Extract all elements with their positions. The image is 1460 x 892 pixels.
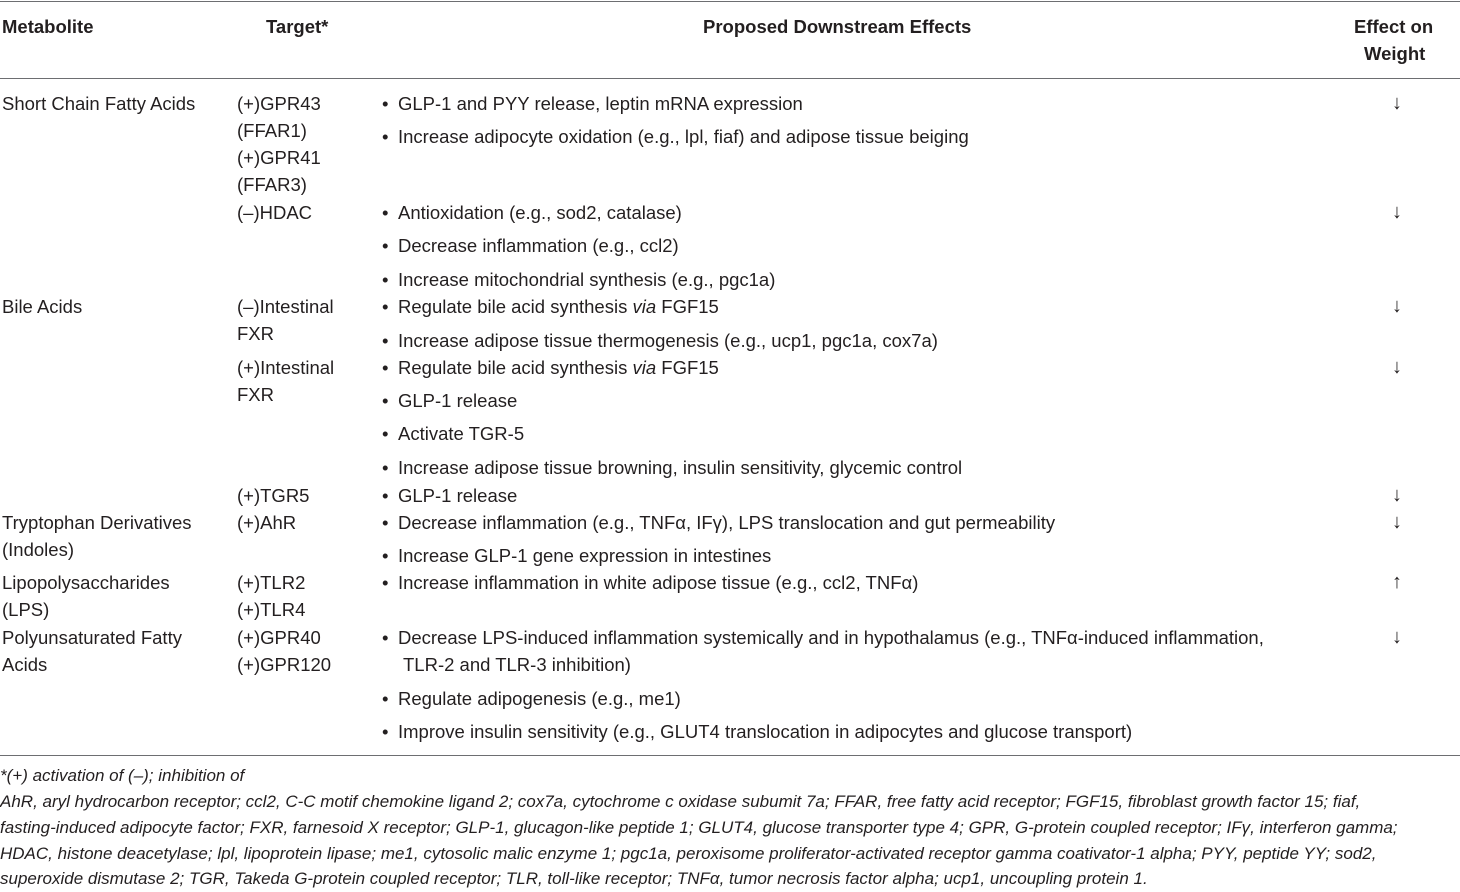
effect-text: Decrease LPS-induced inflammation systemically and in hypothalamus (e.g., TNFα-induced inflammation, xyxy=(398,627,1264,648)
effect-text: Increase adipose tissue thermogenesis (e.g., ucp1, pgc1a, cox7a) xyxy=(398,330,938,351)
effect-text: GLP-1 and PYY release, leptin mRNA expression xyxy=(398,93,803,114)
target-cell: (FFAR1) xyxy=(237,120,307,141)
target-cell: (+)AhR xyxy=(237,512,297,533)
target-cell: (+)TLR2 xyxy=(237,572,306,593)
weight-effect-arrow: ↑ xyxy=(1392,571,1402,593)
effect-text: Increase mitochondrial synthesis (e.g., pgc1a) xyxy=(398,269,776,290)
metabolite-cell: Bile Acids xyxy=(2,296,83,317)
weight-effect-arrow: ↓ xyxy=(1392,356,1402,378)
target-cell: (+)GPR41 xyxy=(237,147,321,168)
footnote-abbreviations: fasting-induced adipocyte factor; FXR, farnesoid X receptor; GLP-1, glucagon-like peptide 1; GLUT4, glucose transporter type 4; GPR, G-protein coupled receptor; IFγ, interferon gamma; xyxy=(0,818,1398,837)
target-cell: (FFAR3) xyxy=(237,174,307,195)
header-target: Target* xyxy=(266,16,329,37)
fgf15-text: FGF15 xyxy=(656,357,719,378)
target-cell: (+)Intestinal xyxy=(237,357,335,378)
weight-effect-arrow: ↓ xyxy=(1392,201,1402,223)
effect-text-continued: TLR-2 and TLR-3 inhibition) xyxy=(403,654,631,675)
effect-text: GLP-1 release xyxy=(398,390,518,411)
weight-effect-arrow: ↓ xyxy=(1392,295,1402,317)
target-cell: (+)TGR5 xyxy=(237,485,310,506)
effect-text: Increase GLP-1 gene expression in intestines xyxy=(398,545,772,566)
header-bottom-rule xyxy=(0,78,1460,79)
table-bottom-rule xyxy=(0,755,1460,756)
effect-text: Activate TGR-5 xyxy=(398,423,525,444)
effect-text: Regulate bile acid synthesis xyxy=(398,296,628,317)
weight-effect-arrow: ↓ xyxy=(1392,511,1402,533)
metabolite-cell: (LPS) xyxy=(2,599,50,620)
header-weight-line2: Weight xyxy=(1364,43,1426,64)
metabolite-cell: Lipopolysaccharides xyxy=(2,572,170,593)
effect-text: Increase adipose tissue browning, insulin sensitivity, glycemic control xyxy=(398,457,963,478)
weight-effect-arrow: ↓ xyxy=(1392,626,1402,648)
header-effects: Proposed Downstream Effects xyxy=(703,16,972,37)
metabolite-cell: Tryptophan Derivatives xyxy=(2,512,192,533)
target-cell: FXR xyxy=(237,384,274,405)
target-cell: FXR xyxy=(237,323,274,344)
target-cell: (–)HDAC xyxy=(237,202,313,223)
table-top-rule xyxy=(0,1,1460,2)
footnote-abbreviations: superoxide dismutase 2; TGR, Takeda G-protein coupled receptor; TLR, toll-like receptor; TNFα, tumor necrosis factor alpha; ucp1, uncoupling protein 1. xyxy=(0,869,1148,888)
effect-text: Regulate bile acid synthesis xyxy=(398,357,628,378)
target-cell: (+)GPR120 xyxy=(237,654,332,675)
metabolite-cell: Short Chain Fatty Acids xyxy=(2,93,196,114)
metabolite-cell: Acids xyxy=(2,654,48,675)
footnote-abbreviations: HDAC, histone deacetylase; lpl, lipoprotein lipase; me1, cytosolic malic enzyme 1; pgc1a, peroxisome proliferator-activated receptor gamma coativator-1 alpha; PYY, peptide YY; sod2, xyxy=(0,844,1377,863)
fgf15-text: FGF15 xyxy=(656,296,719,317)
header-weight-line1: Effect on xyxy=(1354,16,1434,37)
metabolite-cell: Polyunsaturated Fatty xyxy=(2,627,182,648)
effect-text: GLP-1 release xyxy=(398,485,518,506)
effect-text: Increase inflammation in white adipose tissue (e.g., ccl2, TNFα) xyxy=(398,572,919,593)
via-text: via xyxy=(632,357,657,378)
metabolite-cell: (Indoles) xyxy=(2,539,74,560)
weight-effect-arrow: ↓ xyxy=(1392,484,1402,506)
effect-text: Regulate adipogenesis (e.g., me1) xyxy=(398,688,681,709)
footnote-legend: *(+) activation of (–); inhibition of xyxy=(0,766,245,785)
effect-text: Improve insulin sensitivity (e.g., GLUT4 translocation in adipocytes and glucose transport) xyxy=(398,721,1133,742)
target-cell: (+)TLR4 xyxy=(237,599,306,620)
effect-text: Antioxidation (e.g., sod2, catalase) xyxy=(398,202,682,223)
via-text: via xyxy=(632,296,657,317)
target-cell: (–)Intestinal xyxy=(237,296,334,317)
effect-text: Increase adipocyte oxidation (e.g., lpl, fiaf) and adipose tissue beiging xyxy=(398,126,969,147)
target-cell: (+)GPR40 xyxy=(237,627,321,648)
effect-text: Decrease inflammation (e.g., ccl2) xyxy=(398,235,679,256)
footnote-abbreviations: AhR, aryl hydrocarbon receptor; ccl2, C-C motif chemokine ligand 2; cox7a, cytochrome c oxidase subumit 7a; FFAR, free fatty acid receptor; FGF15, fibroblast growth factor 15; fiaf, xyxy=(0,792,1361,811)
effect-text: Decrease inflammation (e.g., TNFα, IFγ), LPS translocation and gut permeability xyxy=(398,512,1056,533)
target-cell: (+)GPR43 xyxy=(237,93,321,114)
header-metabolite: Metabolite xyxy=(2,16,94,37)
weight-effect-arrow: ↓ xyxy=(1392,92,1402,114)
